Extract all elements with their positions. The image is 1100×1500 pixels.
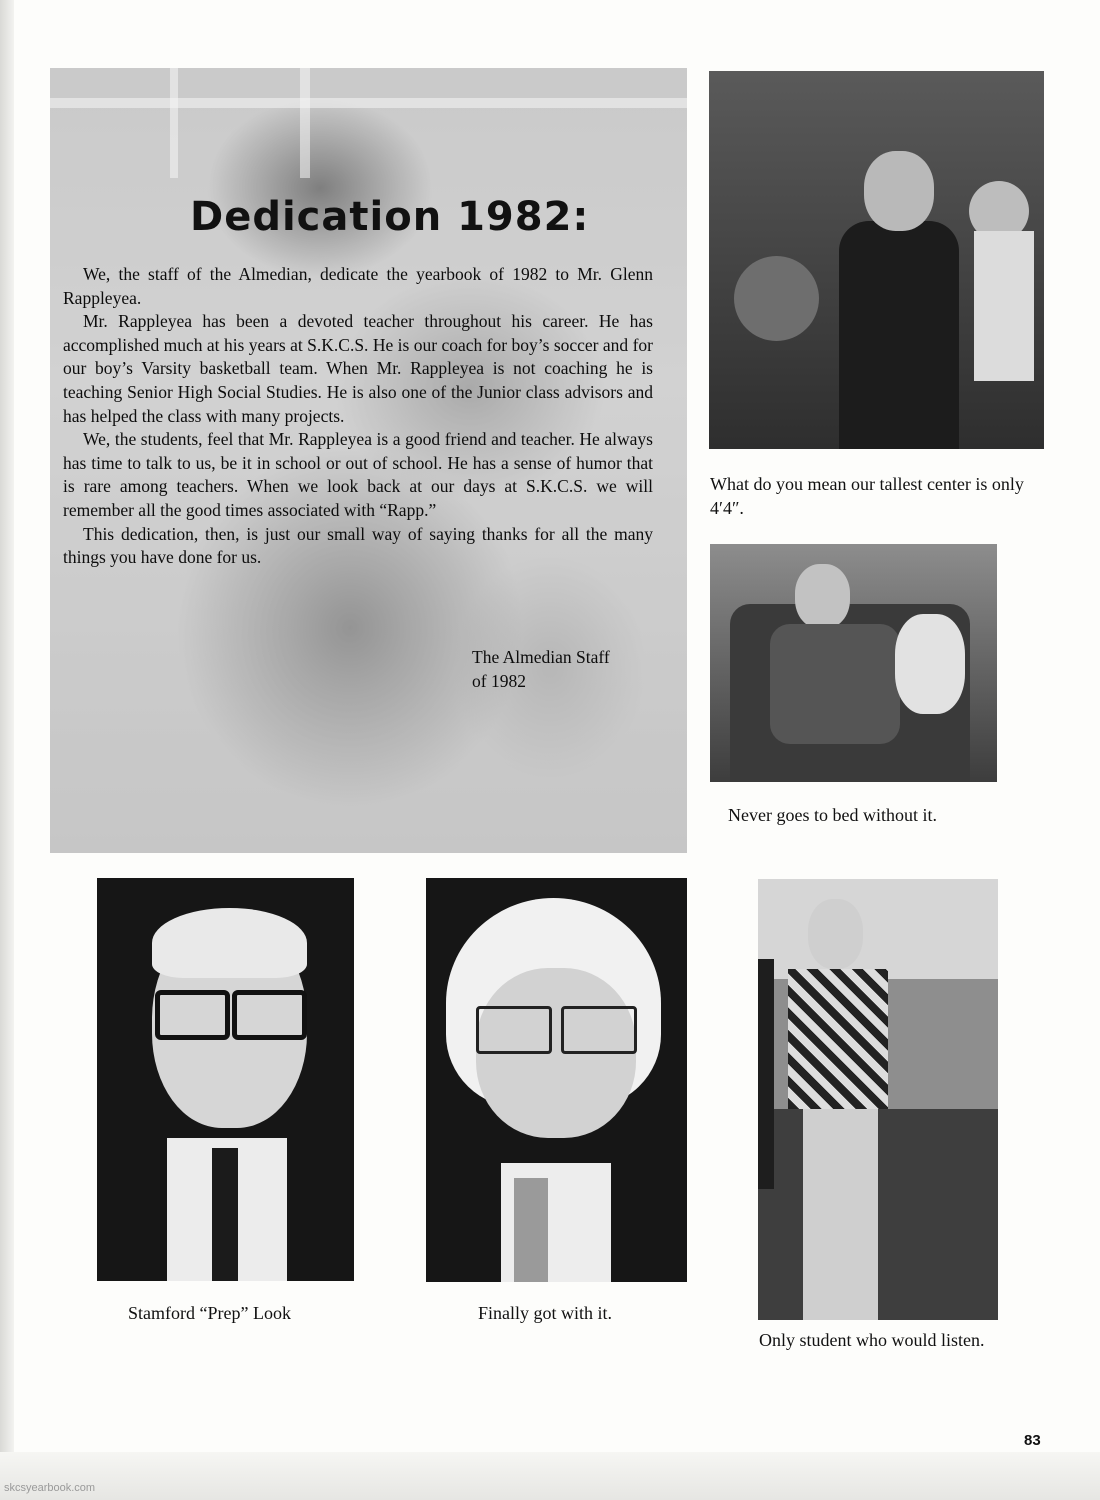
- page-bottom-shadow: [0, 1452, 1100, 1500]
- signature-line: The Almedian Staff: [472, 647, 610, 667]
- dedication-paragraph: We, the students, feel that Mr. Rappleyea is a good friend and teacher. He always has time to talk to us, be it in school or out of school. He has a sense of humor that is rare among teachers. When we look back at our days at S.K.C.S. we will remember all the good times associated with “Rapp.”: [63, 429, 653, 520]
- background-window-bar: [170, 68, 178, 178]
- dedication-body: [63, 263, 653, 570]
- dedication-paragraph: We, the staff of the Almedian, dedicate the yearbook of 1982 to Mr. Glenn Rappleyea.: [63, 264, 653, 308]
- dedication-panel: [50, 68, 687, 853]
- watermark: skcsyearbook.com: [4, 1482, 96, 1494]
- page-number: 83: [1024, 1432, 1041, 1449]
- dedication-paragraph: This dedication, then, is just our small way of saying thanks for all the many things you have done for us.: [63, 523, 653, 568]
- chair-photo: [710, 544, 997, 782]
- finally-got-with-it-caption: Finally got with it.: [478, 1303, 613, 1323]
- signature-line: of 1982: [472, 670, 526, 691]
- page-edge-shadow: [0, 0, 14, 1500]
- background-window-bar: [300, 68, 310, 178]
- dedication-paragraph: Mr. Rappleyea has been a devoted teacher throughout his career. He has accomplished much at his years at S.K.C.S. He is our coach for boy’s soccer and for our boy’s Varsity basketball team. When Mr. Rappleyea is not coaching he is teaching Senior High Social Studies. He is also one of the Junior class advisors and has helped the class with many projects.: [63, 311, 653, 426]
- basketball-caption: What do you mean our tallest center is only 4′4″.: [710, 474, 1024, 518]
- prep-look-photo: [97, 878, 354, 1281]
- lake-photo: [758, 879, 998, 1320]
- finally-got-with-it-photo: [426, 878, 687, 1282]
- prep-look-caption: Stamford “Prep” Look: [128, 1303, 291, 1323]
- lake-caption: Only student who would listen.: [759, 1330, 985, 1350]
- basketball-photo: [709, 71, 1044, 449]
- background-window-bar: [50, 98, 687, 108]
- dedication-signature: [472, 646, 610, 693]
- dedication-title: Dedication 1982:: [190, 194, 590, 240]
- chair-caption: Never goes to bed without it.: [728, 805, 937, 825]
